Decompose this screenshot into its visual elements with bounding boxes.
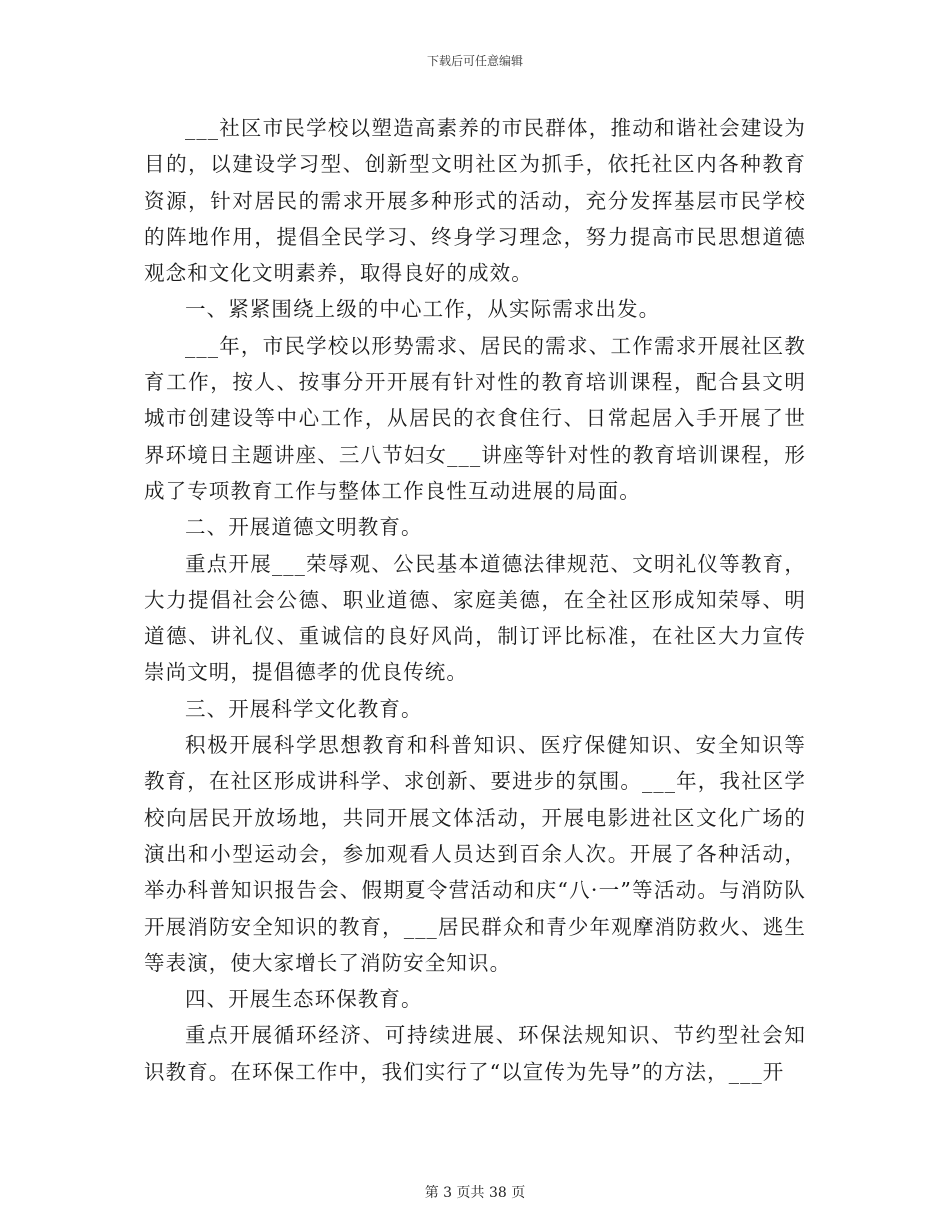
section-heading-1: 一、紧紧围绕上级的中心工作，从实际需求出发。	[185, 297, 661, 322]
paragraph-section-3: 积极开展科学思想教育和科普知识、医疗保健知识、安全知识等教育，在社区形成讲科学、求创新、要进步的氛围。___年，我社区学校向居民开放场地，共同开展文体活动，开展电影进社区文化广场的演出和小型运动会，参加观看人员达到百余人次。开展了各种活动，举办科普知识报告会、假期夏令营活动和庆“八·一”等活动。与消防队开展消防安全知识的教育，___居民群众和青少年观摩消防救火、逃生等表演，使大家增长了消防安全知识。	[144, 733, 806, 975]
paragraph-intro: ___社区市民学校以塑造高素养的市民群体，推动和谐社会建设为目的，以建设学习型、创新型文明社区为抓手，依托社区内各种教育资源，针对居民的需求开展多种形式的活动，充分发挥基层市民学校的阵地作用，提倡全民学习、终身学习理念，努力提高市民思想道德观念和文化文明素养，取得良好的成效。	[144, 116, 806, 286]
section-heading-2: 二、开展道德文明教育。	[185, 515, 423, 540]
document-body	[144, 110, 806, 1090]
section-heading-3: 三、开展科学文化教育。	[185, 696, 423, 721]
paragraph-section-2: 重点开展___荣辱观、公民基本道德法律规范、文明礼仪等教育，大力提倡社会公德、职业道德、家庭美德，在全社区形成知荣辱、明道德、讲礼仪、重诚信的良好风尚，制订评比标准，在社区大力宣传崇尚文明，提倡德孝的优良传统。	[144, 551, 806, 685]
paragraph-section-4: 重点开展循环经济、可持续进展、环保法规知识、节约型社会知识教育。在环保工作中，我们实行了“以宣传为先导”的方法，___开	[144, 1023, 806, 1084]
paragraph-section-1: ___年，市民学校以形势需求、居民的需求、工作需求开展社区教育工作，按人、按事分开开展有针对性的教育培训课程，配合县文明城市创建设等中心工作，从居民的衣食住行、日常起居入手开展了世界环境日主题讲座、三八节妇女___讲座等针对性的教育培训课程，形成了专项教育工作与整体工作良性互动进展的局面。	[144, 333, 806, 503]
page-header: 下载后可任意编辑	[426, 54, 523, 68]
section-heading-4: 四、开展生态环保教育。	[185, 987, 423, 1012]
page-number-footer: 第 3 页共 38 页	[424, 1185, 526, 1201]
